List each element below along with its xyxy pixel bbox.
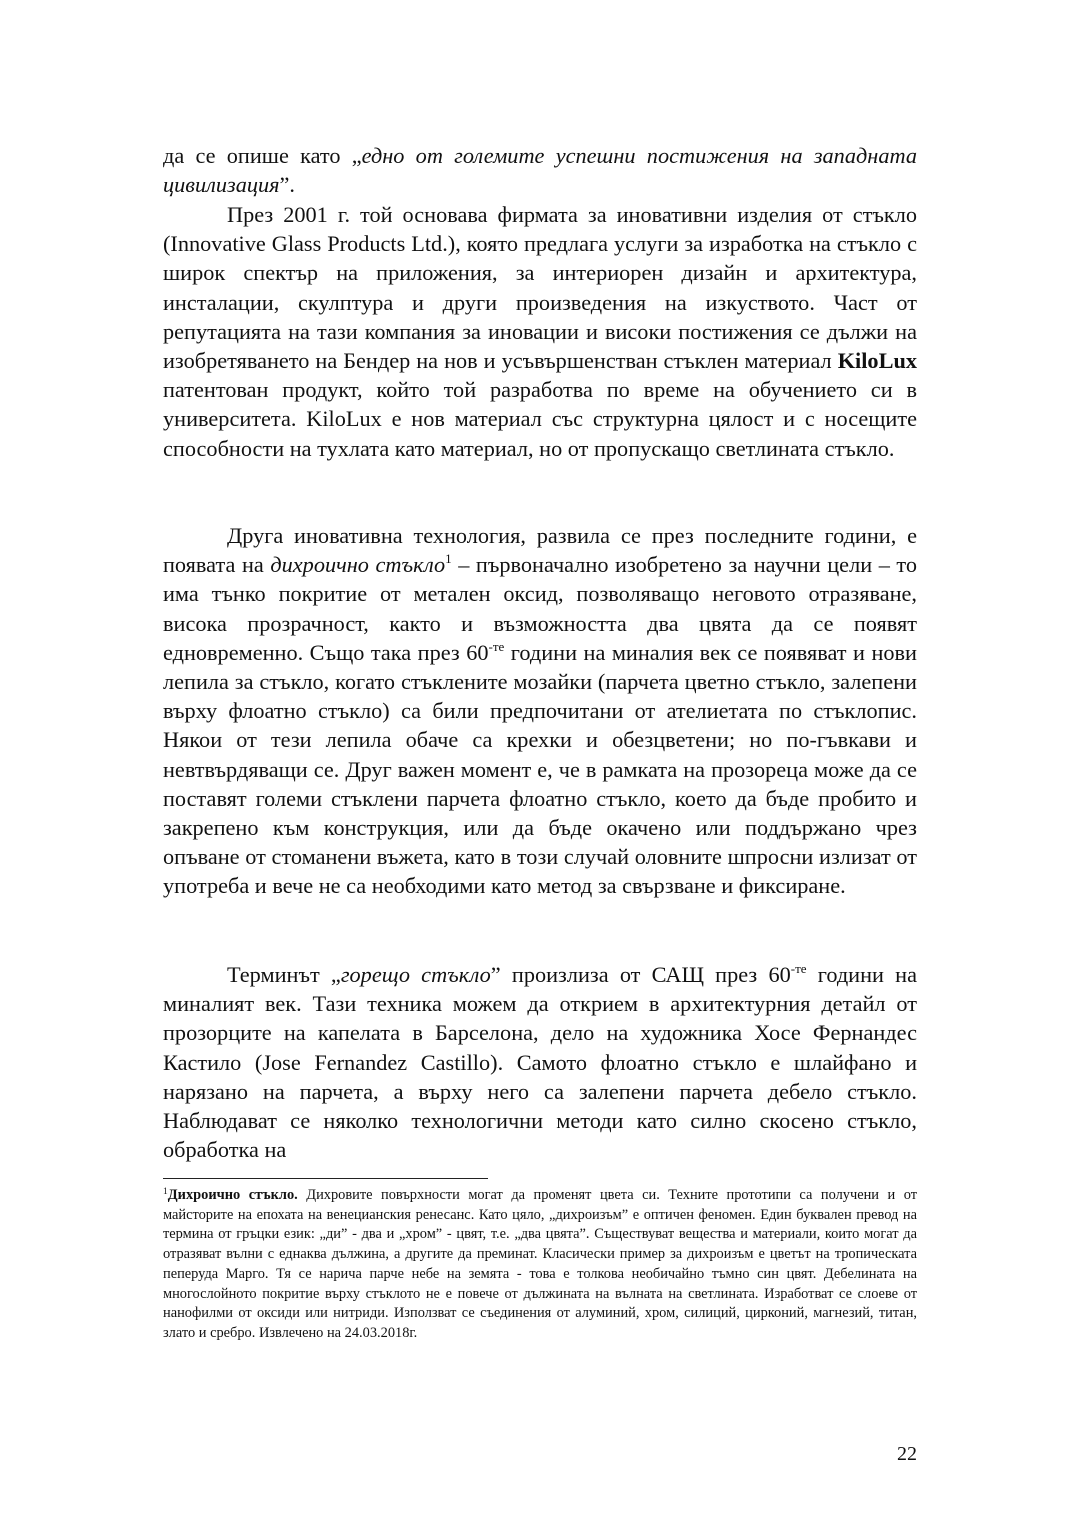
paragraph-innovative-glass bbox=[163, 200, 917, 463]
paragraph-text: ” произлиза от САЩ през 60 bbox=[490, 962, 791, 987]
paragraph-text: През 2001 г. той основава фирмата за иновативни изделия от стъкло (Innovative Glass Products Ltd.), която предлага услуги за изработка на стъкло с широк спектър на приложения, за интериорен дизайн и архитектура, инсталации, скулптура и други произведения на изкуството. Част от репутацията на тази компания за иновации и високи постижения се дължи на изобретяването на Бендер на нов и усъвършенстван стъклен материал bbox=[163, 202, 917, 374]
footnote-reference: 1 bbox=[445, 551, 452, 567]
ordinal-superscript: -те bbox=[488, 638, 505, 654]
paragraph-continuation bbox=[163, 141, 917, 199]
paragraph-hot-glass bbox=[163, 960, 917, 1164]
paragraph-text: – първоначално изобретено за научни цели – то има тънко покритие от метален оксид, позволяващо неговото отразяване, висока прозрачност, както и възможността два цвята да се появят едновременно. Също така през 60 bbox=[163, 552, 918, 665]
footnote-separator bbox=[163, 1178, 488, 1179]
quote-text: едно от големите успешни постижения на западната цивилизация bbox=[163, 143, 917, 198]
paragraph-text: години на миналия век се появяват и нови лепила за стъкло, когато стъклените мозайки (парчета цветно стъкло, залепени върху флоатно стъкло) са били предпочитани от ателиетата по стъклопис. Някои от тези лепила обаче са крехки и обезцветени; но по-гъвкави и невтвърдяващи се. Друг важен момент е, че в рамката на прозореца може да се поставят големи стъклени парчета флоатно стъкло, което да бъде пробито и закрепено към конструкция, или да бъде окачено или поддържано чрез опъване от стоманени въжета, като в този случай оловните шпросни излизат от употреба и вече не са необходими като метод за свързване и фиксиране. bbox=[163, 639, 917, 899]
footnote bbox=[163, 1186, 917, 1344]
footnote-text: Дихровите повърхности могат да променят цвета си. Техните прототипи са получени и от майсторите на епохата на венецианския ренесанс. Като цяло, „дихроизъм” е оптичен феномен. Един буквален превод на термина от гръцки език: „ди” - два и „хром” - цвят, т.е. „два цвята”. Съществуват вещества и материали, които могат да отразяват вълни с еднаква дължина, а другите да преминат. Класически пример за дихроизъм е цветът на тропическата пеперуда Марго. Тя се нарича парче небе на земята - това е толкова необичайно тъмно син цвят. Дебелината на многослойното покритие върху стъклото не е повече от дължината на вълната на светлината. Изработват се слоеве от нанофилми от оксиди или нитриди. Използват се съединения от алуминий, хром, силиций, цирконий, магнезий, титан, злато и сребро. Извлечено на 24.03.2018г. bbox=[163, 1187, 917, 1341]
ordinal-superscript: -те bbox=[790, 961, 807, 976]
quote-lead: да се опише като „ bbox=[163, 143, 362, 168]
footnote-term: Дихроично стъкло. bbox=[167, 1187, 298, 1203]
paragraph-text: Терминът „ bbox=[227, 962, 341, 987]
brand-name-kilolux: KiloLux bbox=[837, 348, 917, 374]
quote-tail: ”. bbox=[279, 172, 295, 198]
paragraph-dichroic-glass bbox=[163, 521, 917, 901]
footnote-number: 1 bbox=[163, 1187, 168, 1197]
paragraph-text: Друга иновативна технология, развила се през последните години, е появата на bbox=[163, 523, 917, 578]
page-number: 22 bbox=[897, 1443, 917, 1465]
paragraph-text: години на миналият век. Тази техника можем да открием в архитектурния детайл от прозорците на капелата в Барселона, дело на художника Хосе Фернандес Кастило (Jose Fernandez Castillo). Самото флоатно стъкло е шлайфано и нарязано на парчета, а върху него са залепени парчета дебело стъкло. Наблюдават се няколко технологични методи като силно скосено стъкло, обработка на bbox=[163, 962, 918, 1163]
term-dichroic-glass: дихроично стъкло bbox=[270, 552, 446, 578]
paragraph-text: патентован продукт, който той разработва по време на обучението си в университета. KiloLux е нов материал със структурна цялост и с носещите способности на тухлата като материал, но от пропускащо светлината стъкло. bbox=[163, 377, 917, 461]
term-hot-glass: горещо стъкло bbox=[340, 962, 491, 987]
